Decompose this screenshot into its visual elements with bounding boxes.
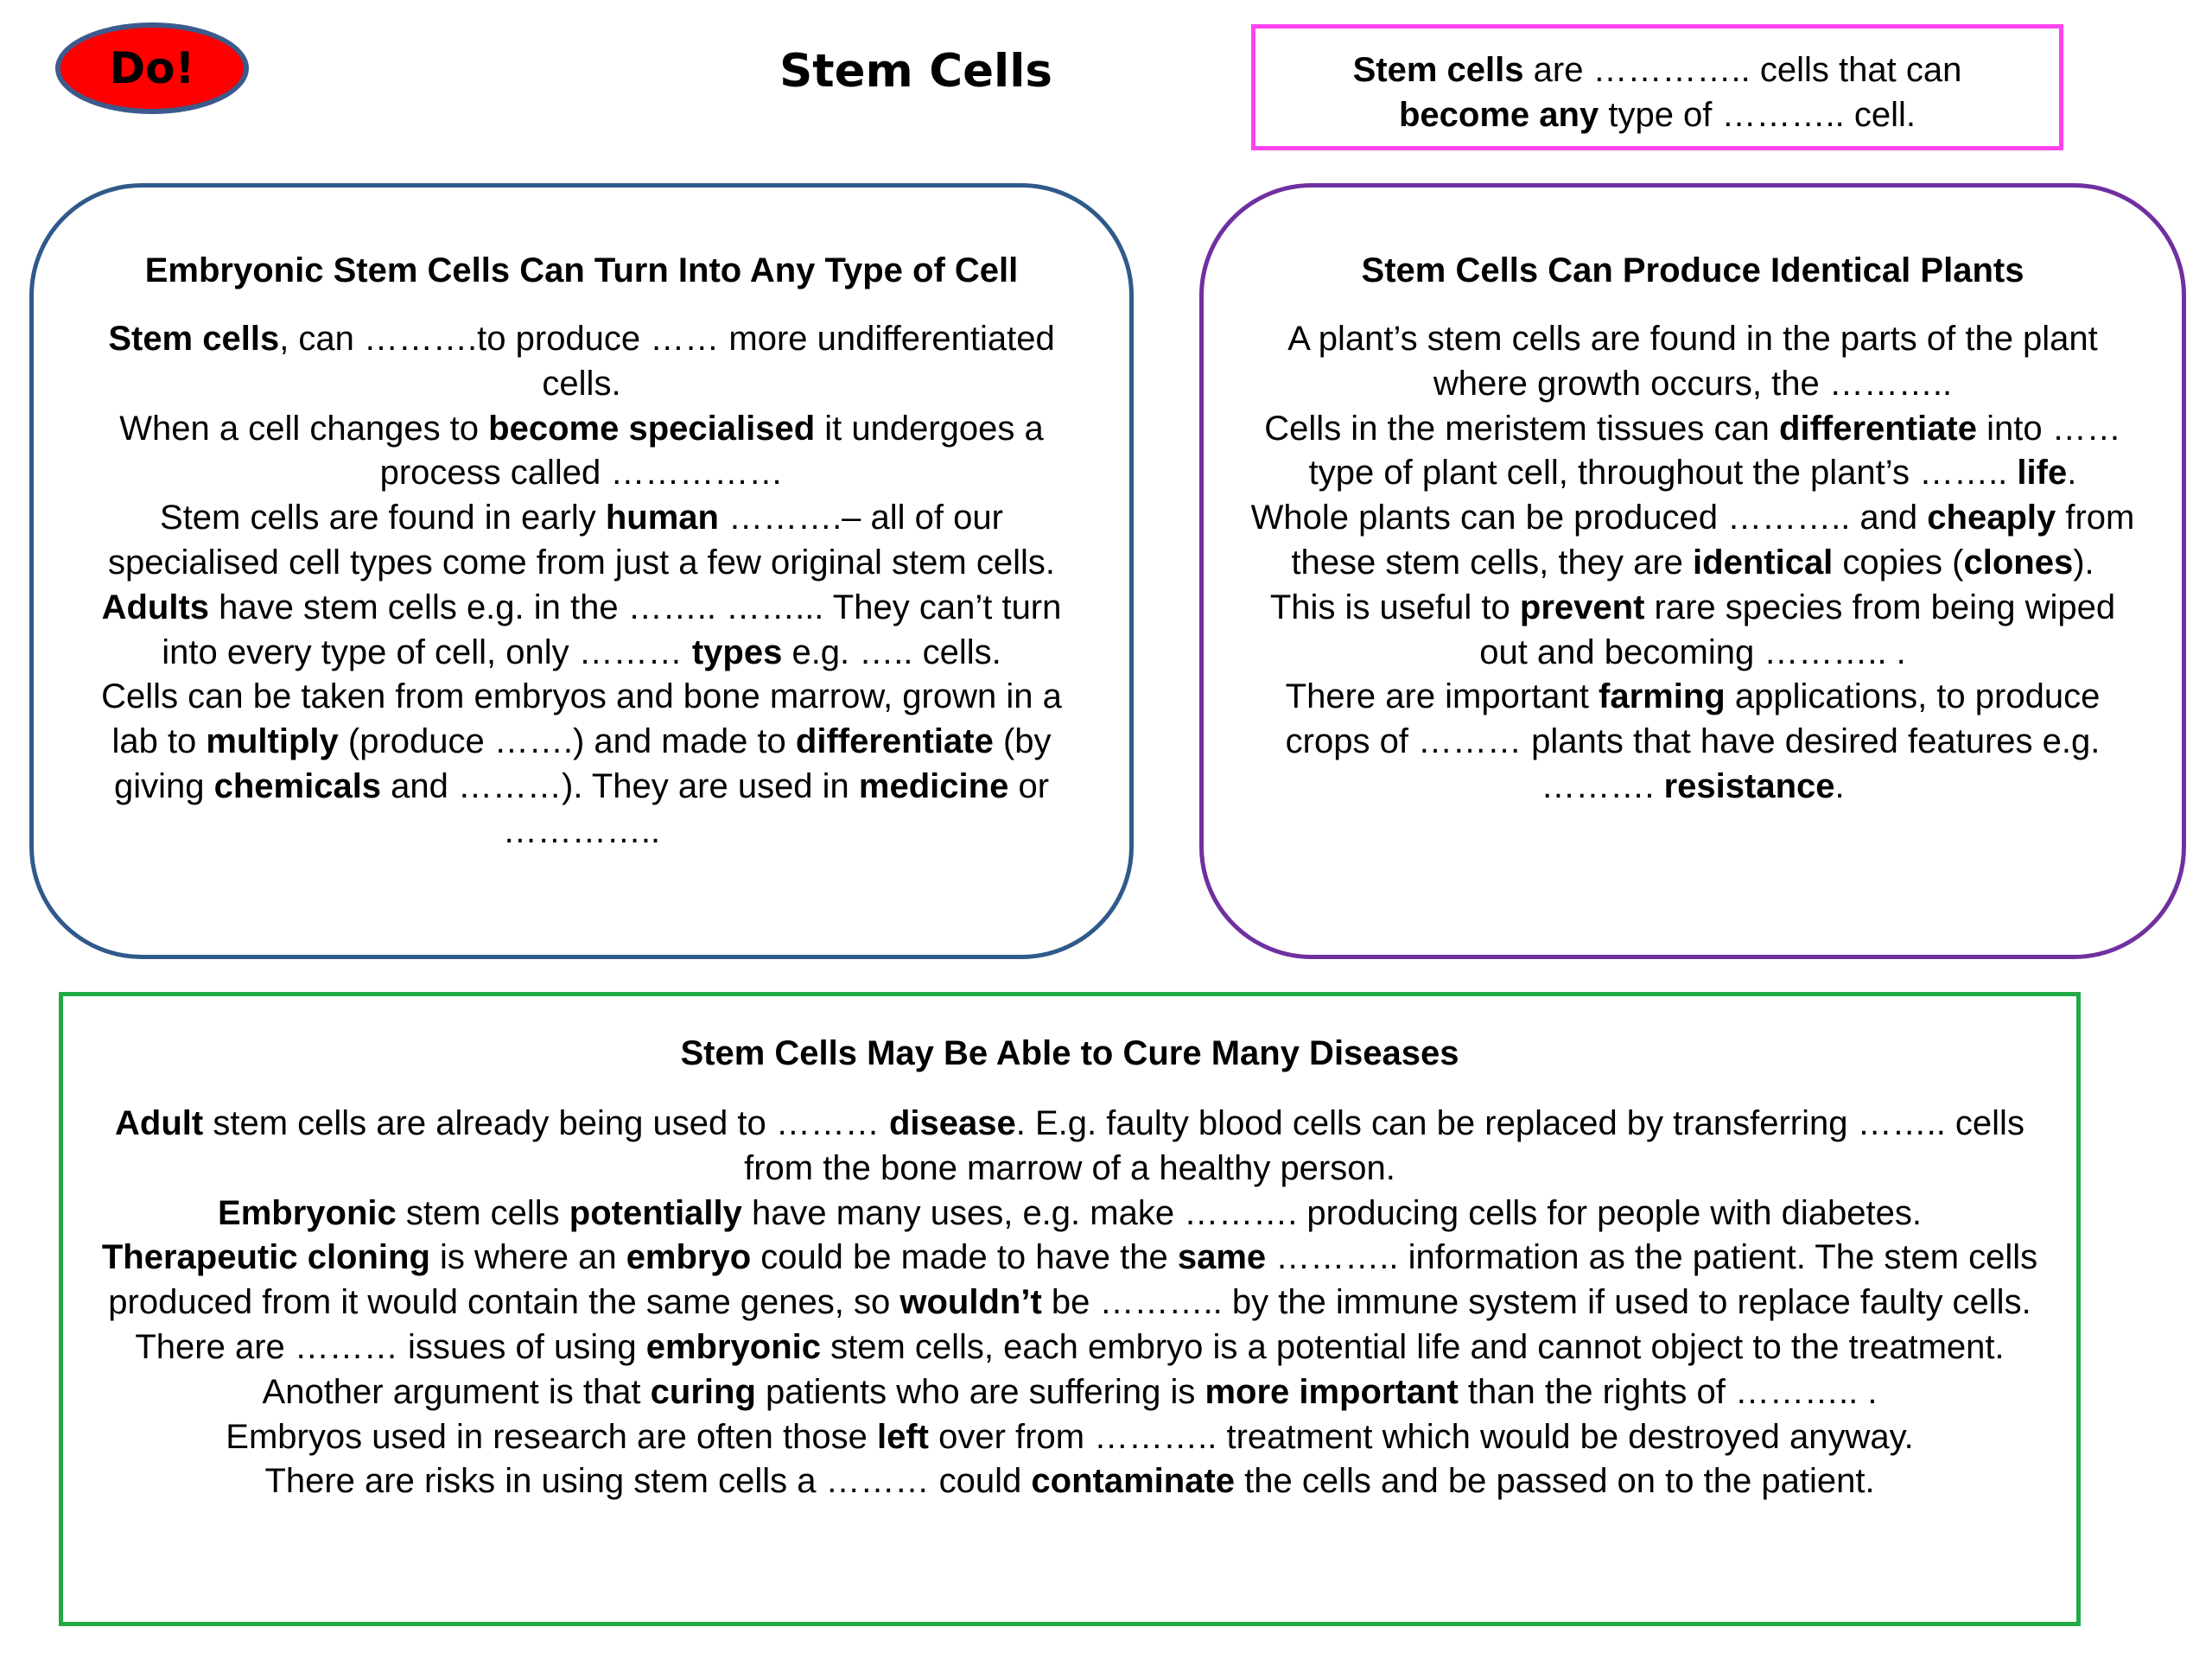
text: When a cell changes to [119,409,489,448]
paragraph [75,496,1088,586]
text: and ………). They are used in [381,766,859,805]
text: the cells and be passed on to the patient. [1235,1462,1875,1501]
plant-stem-cells-box [1199,183,2186,959]
text: patients who are suffering is [755,1372,1205,1411]
text: or ………….. [502,766,1050,850]
text: be ……….. by the immune system if used to replace faulty cells. [1041,1283,2031,1322]
bold-term: Stem cells [1352,51,1524,89]
box-body [75,317,1088,855]
text: Whole plants can be produced ……….. and [1250,499,1928,537]
text: could be made to have the [751,1238,1178,1277]
paragraph [1245,407,2140,497]
bold-term: prevent [1519,588,1645,626]
bold-term: Stem cells [108,320,280,358]
paragraph [80,1325,2059,1370]
bold-term: become specialised [488,409,816,448]
text: Cells in the meristem tissues can [1264,409,1780,448]
text: There are important [1285,677,1599,716]
text: have many uses, e.g. make ………. producing cells for people with diabetes. [741,1193,1922,1232]
bold-term: more important [1205,1372,1459,1411]
bold-term: left [877,1417,929,1456]
text: . E.g. faulty blood cells can be replaced by transferring …….. cells from the bone marrow of a healthy person. [744,1104,2024,1187]
bold-term: medicine [858,766,1009,805]
bold-term: embryonic [645,1327,821,1366]
text: Cells can be taken from embryos and bone marrow, grown in a lab to [101,677,1062,761]
text: have stem cells e.g. in the …….. ……... They can’t turn into every type of cell, only ……… [162,588,1062,671]
text: (by giving [113,722,1052,805]
text: stem cells [396,1193,569,1232]
bold-term: multiply [206,722,339,761]
bold-term: differentiate [795,722,994,761]
bold-term: same [1177,1238,1267,1277]
bold-term: become any [1399,96,1599,134]
paragraph [80,1370,2059,1415]
bold-term: human [605,499,719,537]
paragraph [75,317,1088,407]
text: ……….. information as the patient. The stem cells produced from it would contain the same genes, so [108,1238,2038,1322]
text: , can ……….to produce …… more undifferentiated cells. [279,320,1055,403]
bold-term: Adults [101,588,210,626]
curing-diseases-box [59,992,2081,1626]
text: Stem cells are found in early [160,499,606,537]
text: are ………….. cells that can [1523,51,1962,89]
paragraph [75,407,1088,497]
paragraph [75,675,1088,854]
bold-term: types [691,632,783,671]
text: type of ……….. cell. [1599,96,1916,134]
text: into …… type of plant cell, throughout the plant’s …….. [1308,409,2121,493]
text: it undergoes a process called …………… [379,409,1044,493]
text: than the rights of ……….. . [1458,1372,1878,1411]
definition-line [1255,48,2059,92]
paragraph [1245,675,2140,809]
bold-term: wouldn’t [899,1283,1042,1322]
text: Another argument is that [262,1372,651,1411]
text: . [1834,766,1845,805]
paragraph [80,1102,2059,1192]
text: stem cells are already being used to ……… [203,1104,889,1142]
text: from these stem cells, they are [1291,499,2135,582]
text: ). [2073,543,2094,582]
text: stem cells, each embryo is a potential life and cannot object to the treatment. [821,1327,2005,1366]
bold-term: embryo [626,1238,752,1277]
bold-term: resistance [1663,766,1835,805]
paragraph [1245,586,2140,676]
do-badge [55,22,249,114]
text: A plant’s stem cells are found in the parts of the plant where growth occurs, the ……….. [1287,320,2098,403]
text: ……….– all of our specialised cell types come from just a few original stem cells. [108,499,1055,582]
bold-term: life [2017,454,2068,493]
paragraph [80,1236,2059,1325]
text: (produce …….) and made to [338,722,796,761]
text: There are risks in using stem cells a ……… could [264,1462,1032,1501]
bold-term: contaminate [1031,1462,1236,1501]
bold-term: curing [650,1372,756,1411]
bold-term: disease [888,1104,1016,1142]
paragraph [80,1192,2059,1236]
page-title: Stem Cells [779,45,1052,98]
text: There are ……… issues of using [135,1327,646,1366]
bold-term: identical [1693,543,1834,582]
badge-label: Do! [109,43,195,93]
text: applications, to produce crops of ……… plants that have desired features e.g. ………. [1285,677,2101,805]
text: Embryos used in research are often those [226,1417,877,1456]
text: e.g. ….. cells. [782,632,1001,671]
bold-term: potentially [569,1193,742,1232]
text: is where an [429,1238,626,1277]
box-heading: Embryonic Stem Cells Can Turn Into Any Type of Cell [144,251,1019,289]
box-body [1245,317,2140,810]
embryonic-stem-cells-box [29,183,1134,959]
definition-line [1255,92,2059,137]
paragraph [80,1415,2059,1460]
bold-term: Adult [115,1104,204,1142]
bold-term: farming [1599,677,1726,716]
text: This is useful to [1269,588,1520,626]
paragraph [80,1459,2059,1504]
text: copies ( [1833,543,1964,582]
box-body [80,1102,2059,1504]
box-heading: Stem Cells May Be Able to Cure Many Diseases [680,1034,1459,1072]
bold-term: chemicals [213,766,382,805]
bold-term: Embryonic [218,1193,397,1232]
text: over from ……….. treatment which would be destroyed anyway. [929,1417,1914,1456]
bold-term: differentiate [1779,409,1977,448]
paragraph [1245,317,2140,407]
bold-term: Therapeutic cloning [101,1238,430,1277]
text: rare species from being wiped out and becoming ……….. . [1479,588,2116,671]
bold-term: clones [1963,543,2074,582]
text: . [2067,454,2077,493]
box-heading: Stem Cells Can Produce Identical Plants [1361,251,2024,289]
definition-box [1251,24,2063,150]
paragraph [75,586,1088,676]
paragraph [1245,496,2140,586]
bold-term: cheaply [1927,499,2056,537]
